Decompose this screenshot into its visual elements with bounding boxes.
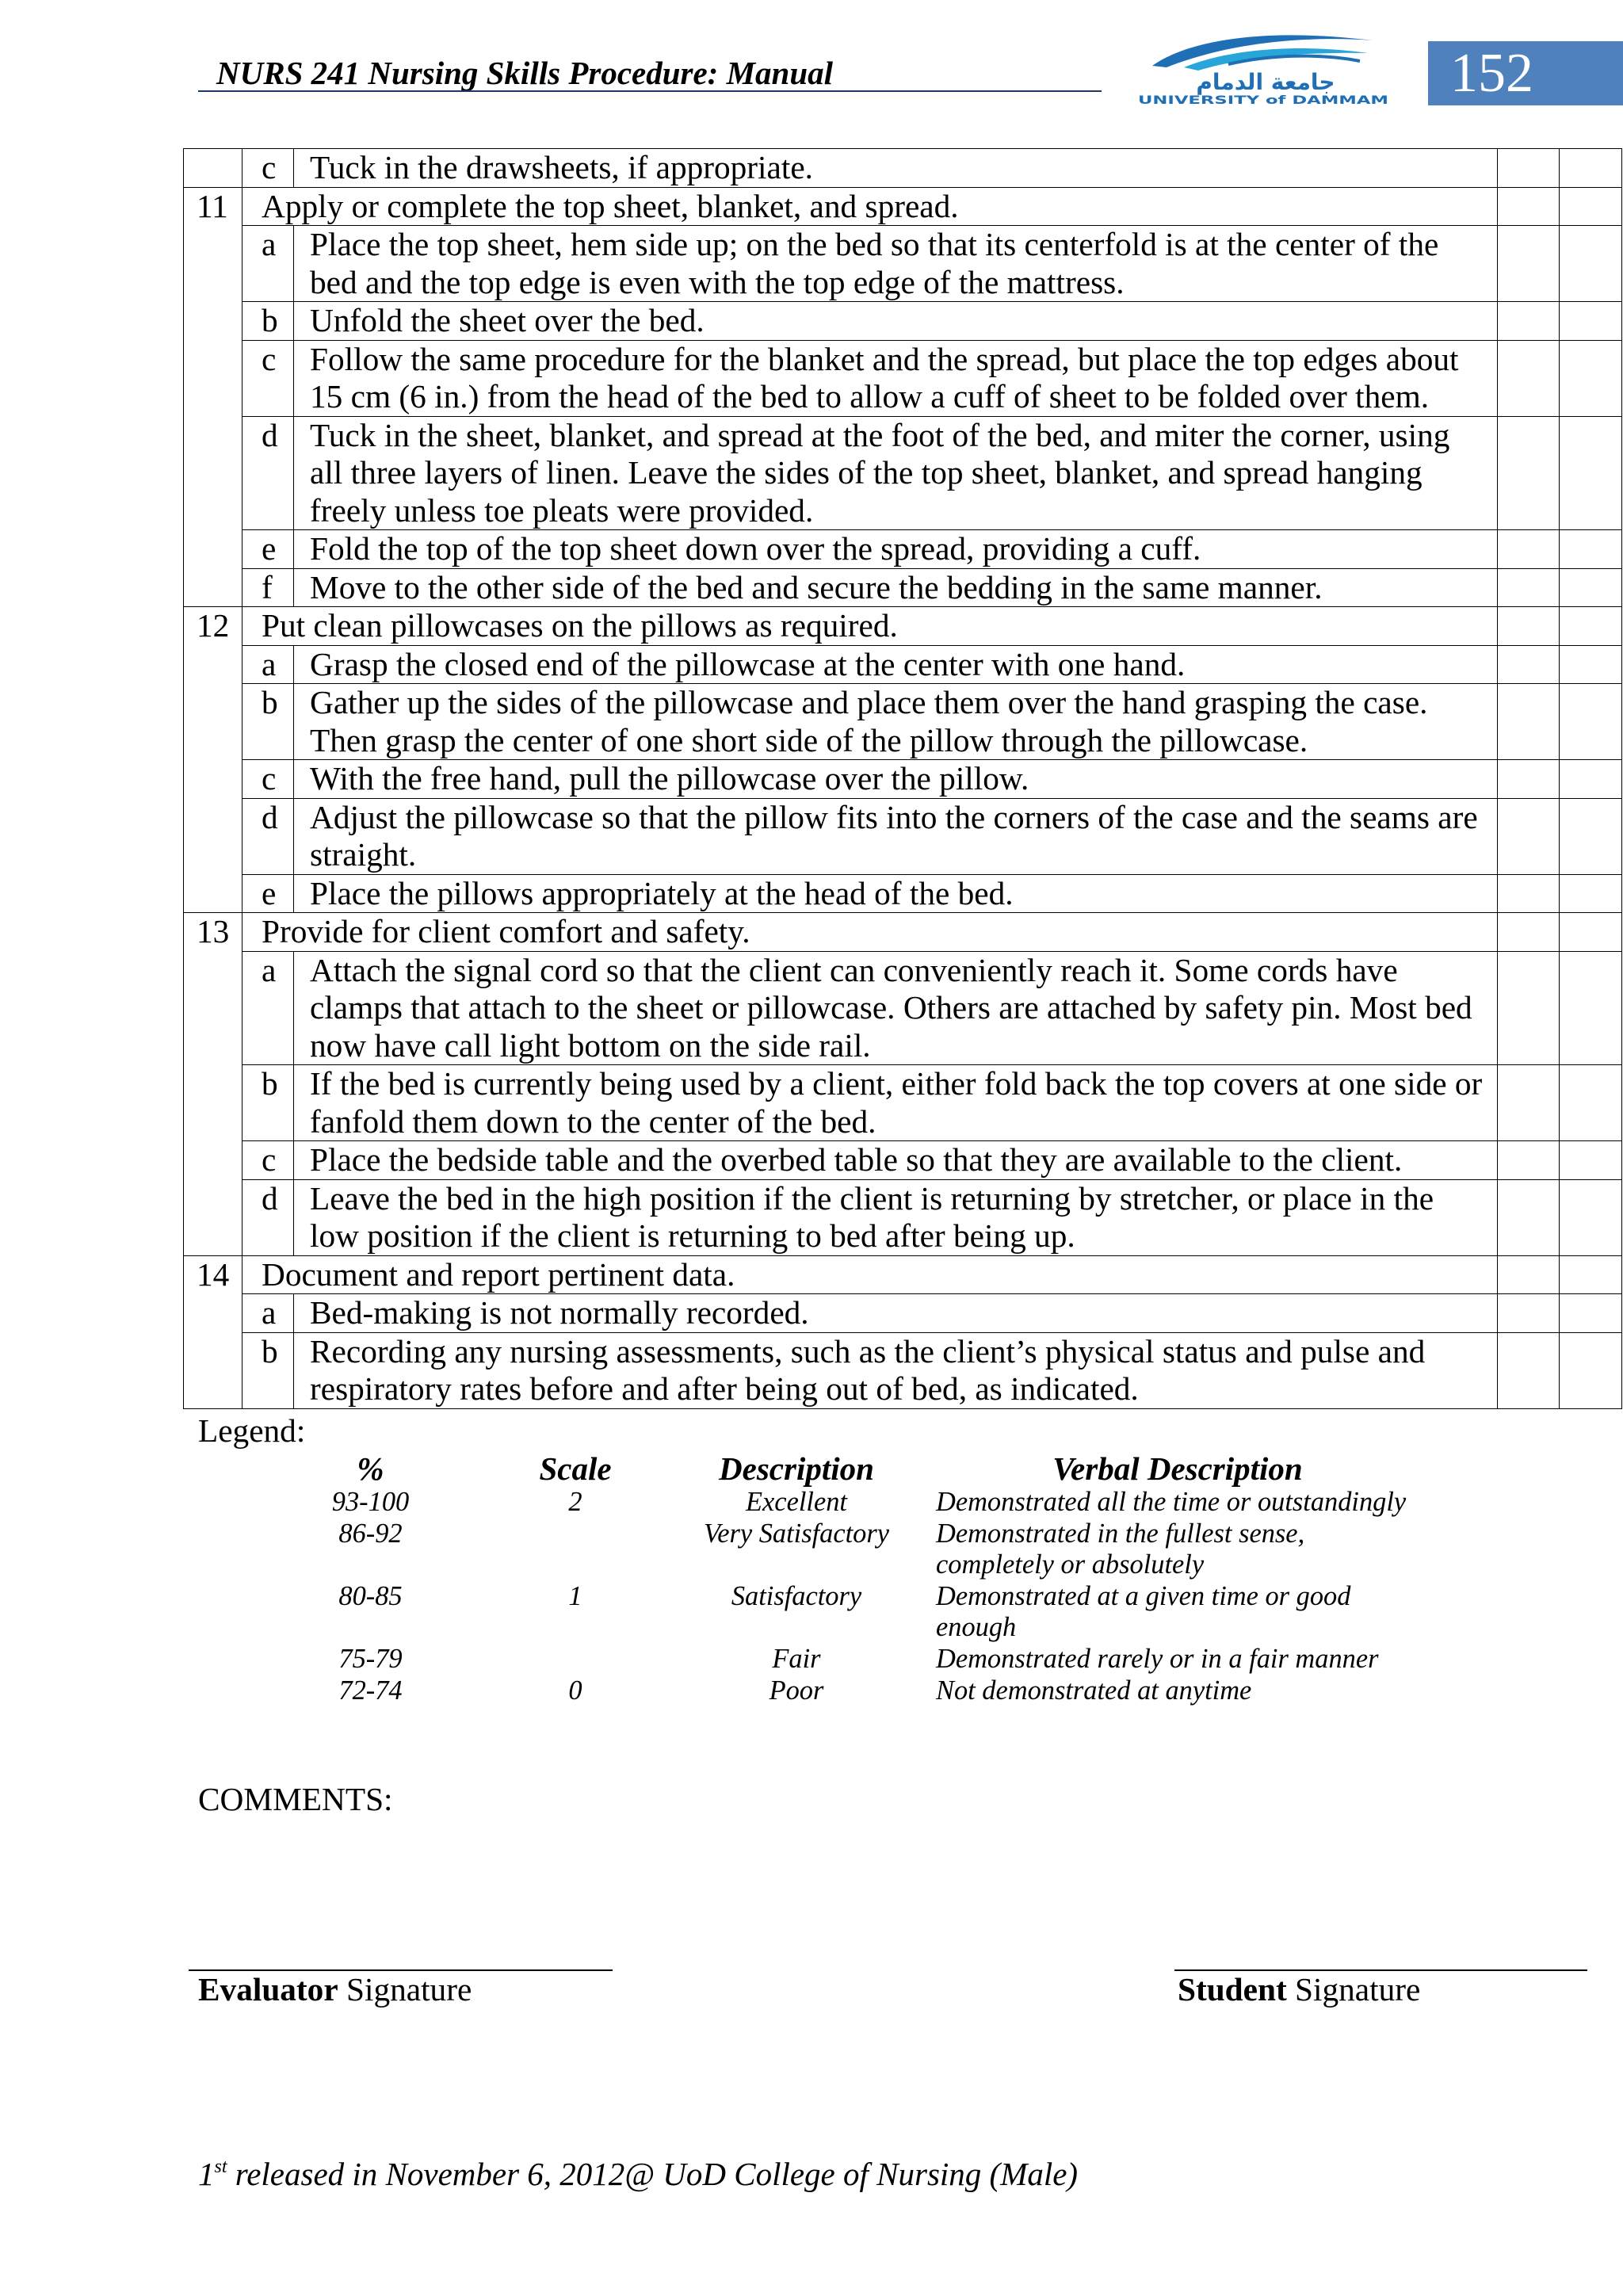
substep-row	[184, 760, 1622, 799]
check-cell	[1498, 798, 1560, 874]
step-number: 11	[184, 187, 242, 607]
check-cell	[1498, 913, 1560, 952]
substep-row	[184, 1179, 1622, 1255]
substep-text: Leave the bed in the high position if the client is returning by stretcher, or place in the low position if the client is returning to bed after being up.	[294, 1179, 1498, 1255]
legend-description: Poor	[769, 1675, 824, 1706]
column-gap	[440, 1644, 491, 1675]
step-row	[184, 187, 1622, 226]
substep-row	[184, 149, 1622, 188]
substep-row	[184, 530, 1622, 569]
check-cell	[1560, 1141, 1622, 1180]
legend-label: Legend:	[198, 1412, 306, 1449]
substep-text: Fold the top of the top sheet down over the spread, providing a cuff.	[294, 530, 1498, 569]
check-cell	[1560, 760, 1622, 799]
column-gap	[440, 1451, 491, 1487]
check-cell	[1560, 951, 1622, 1065]
substep-letter: b	[242, 684, 294, 760]
legend-header-scale: Scale	[539, 1450, 612, 1487]
substep-row	[184, 1065, 1622, 1141]
step-number: 13	[184, 913, 242, 1256]
check-cell	[1560, 568, 1622, 607]
substep-text: Place the bedside table and the overbed table so that they are available to the client.	[294, 1141, 1498, 1180]
column-gap	[440, 1581, 491, 1644]
step-title: Put clean pillowcases on the pillows as required.	[242, 607, 1498, 646]
substep-text: Place the top sheet, hem side up; on the bed so that its centerfold is at the center of the bed and the top edge is even with the top edge of the mattress.	[294, 226, 1498, 302]
check-cell	[1498, 645, 1560, 684]
check-cell	[1498, 1065, 1560, 1141]
check-cell	[1498, 568, 1560, 607]
substep-row	[184, 1332, 1622, 1408]
check-cell	[1498, 187, 1560, 226]
legend-verbal-description: Demonstrated in the fullest sense, completely or absolutely	[936, 1518, 1305, 1580]
check-cell	[1498, 416, 1560, 530]
substep-letter: c	[242, 340, 294, 416]
step-row	[184, 913, 1622, 952]
legend-description: Excellent	[746, 1487, 847, 1517]
legend-verbal-description: Demonstrated all the time or outstandingly	[936, 1487, 1407, 1517]
substep-letter: e	[242, 874, 294, 913]
substep-text: Place the pillows appropriately at the head of the bed.	[294, 874, 1498, 913]
substep-row	[184, 226, 1622, 302]
check-cell	[1498, 149, 1560, 188]
legend-row	[301, 1675, 1419, 1707]
check-cell	[1560, 1065, 1622, 1141]
column-gap	[440, 1487, 491, 1519]
legend-percent: 86-92	[338, 1518, 403, 1549]
substep-row	[184, 340, 1622, 416]
legend-description: Very Satisfactory	[704, 1518, 889, 1549]
check-cell	[1498, 951, 1560, 1065]
evaluator-signature-line	[189, 1969, 613, 2009]
legend-scale	[491, 1519, 659, 1581]
footer-ordinal-suffix: st	[214, 2156, 227, 2177]
check-cell	[1560, 684, 1622, 760]
check-cell	[1560, 226, 1622, 302]
substep-row	[184, 1294, 1622, 1333]
step-row	[184, 1255, 1622, 1294]
substep-text: With the free hand, pull the pillowcase over the pillow.	[294, 760, 1498, 799]
check-cell	[1498, 607, 1560, 646]
legend-percent: 80-85	[338, 1580, 403, 1611]
substep-letter: d	[242, 1179, 294, 1255]
check-cell	[1498, 226, 1560, 302]
legend-row	[301, 1487, 1419, 1519]
check-cell	[1498, 760, 1560, 799]
substep-row	[184, 416, 1622, 530]
page-number: 152	[1450, 43, 1533, 104]
check-cell	[1498, 874, 1560, 913]
substep-text: Unfold the sheet over the bed.	[294, 302, 1498, 341]
substep-letter: c	[242, 1141, 294, 1180]
step-number: 12	[184, 607, 242, 913]
substep-letter: a	[242, 226, 294, 302]
substep-text: Attach the signal cord so that the client can conveniently reach it. Some cords have clamps that attach to the sheet or pillowcase. Others are attached by safety pin. Most bed now have call light bottom on the side rail.	[294, 951, 1498, 1065]
footer-ordinal: 1	[198, 2155, 215, 2192]
check-cell	[1560, 149, 1622, 188]
legend-table-body	[301, 1487, 1419, 1706]
column-gap	[440, 1675, 491, 1707]
step-number: 14	[184, 1255, 242, 1408]
substep-row	[184, 1141, 1622, 1180]
legend-description: Fair	[772, 1643, 821, 1674]
legend-scale: 0	[568, 1675, 582, 1706]
evaluator-signature-label: Signature	[346, 1970, 472, 2008]
step-title: Provide for client comfort and safety.	[242, 913, 1498, 952]
step-title: Document and report pertinent data.	[242, 1255, 1498, 1294]
check-cell	[1498, 1294, 1560, 1333]
legend-header-description: Description	[719, 1450, 874, 1487]
check-cell	[1498, 1141, 1560, 1180]
comments-label: COMMENTS:	[198, 1781, 393, 1818]
substep-text: Tuck in the drawsheets, if appropriate.	[294, 149, 1498, 188]
check-cell	[1560, 645, 1622, 684]
header-rule	[198, 90, 1102, 92]
check-cell	[1560, 1294, 1622, 1333]
check-cell	[1560, 1179, 1622, 1255]
column-gap	[440, 1519, 491, 1581]
substep-letter: b	[242, 302, 294, 341]
substep-row	[184, 874, 1622, 913]
substep-letter: a	[242, 645, 294, 684]
page-number-box	[1428, 41, 1623, 105]
logo-arabic-text: جامعة الدمام	[1196, 69, 1335, 95]
university-logo	[1135, 29, 1392, 105]
legend-verbal-description: Demonstrated rarely or in a fair manner	[936, 1643, 1379, 1674]
substep-text: Tuck in the sheet, blanket, and spread at the foot of the bed, and miter the corner, using all three layers of linen. Leave the sides of the top sheet, blanket, and spread hanging freely unless toe pleats were provided.	[294, 416, 1498, 530]
substep-row	[184, 798, 1622, 874]
check-cell	[1560, 530, 1622, 569]
check-cell	[1560, 798, 1622, 874]
substep-text: Move to the other side of the bed and secure the bedding in the same manner.	[294, 568, 1498, 607]
substep-letter: d	[242, 798, 294, 874]
legend-table	[301, 1451, 1419, 1706]
substep-letter: c	[242, 149, 294, 188]
evaluator-label: Evaluator	[198, 1970, 338, 2008]
legend-verbal-description: Demonstrated at a given time or good enough	[936, 1580, 1351, 1643]
substep-row	[184, 645, 1622, 684]
signature-area	[0, 1969, 1623, 2009]
substep-text: Follow the same procedure for the blanket and the spread, but place the top edges about 15 cm (6 in.) from the head of the bed to allow a cuff of sheet to be folded over them.	[294, 340, 1498, 416]
substep-letter: f	[242, 568, 294, 607]
logo-english-text: UNIVERSITY of DAMMAM	[1138, 94, 1388, 105]
document-body	[0, 148, 1623, 2193]
step-number	[184, 149, 242, 188]
substep-letter: a	[242, 1294, 294, 1333]
check-cell	[1560, 302, 1622, 341]
check-cell	[1498, 530, 1560, 569]
legend-row	[301, 1519, 1419, 1581]
check-cell	[1498, 1332, 1560, 1408]
substep-row	[184, 302, 1622, 341]
legend-scale	[491, 1644, 659, 1675]
check-cell	[1560, 1332, 1622, 1408]
check-cell	[1560, 187, 1622, 226]
legend-scale: 2	[568, 1487, 582, 1517]
legend-percent: 93-100	[331, 1487, 410, 1517]
legend-header-row	[301, 1451, 1419, 1487]
check-cell	[1560, 874, 1622, 913]
legend-header-percent: %	[357, 1450, 384, 1487]
substep-row	[184, 951, 1622, 1065]
student-label: Student	[1178, 1970, 1287, 2008]
substep-text: Grasp the closed end of the pillowcase at the center with one hand.	[294, 645, 1498, 684]
substep-letter: e	[242, 530, 294, 569]
student-signature-label: Signature	[1295, 1970, 1421, 2008]
substep-text: Gather up the sides of the pillowcase and place them over the hand grasping the case. Then grasp the center of one short side of the pillow through the pillowcase.	[294, 684, 1498, 760]
substep-letter: a	[242, 951, 294, 1065]
check-cell	[1498, 684, 1560, 760]
legend-verbal-description: Not demonstrated at anytime	[936, 1675, 1252, 1706]
substep-row	[184, 568, 1622, 607]
legend-header-verbal-description: Verbal Description	[1052, 1450, 1303, 1487]
check-cell	[1560, 913, 1622, 952]
substep-text: Recording any nursing assessments, such as the client’s physical status and pulse and respiratory rates before and after being out of bed, as indicated.	[294, 1332, 1498, 1408]
step-title: Apply or complete the top sheet, blanket, and spread.	[242, 187, 1498, 226]
substep-text: If the bed is currently being used by a client, either fold back the top covers at one side or fanfold them down to the center of the bed.	[294, 1065, 1498, 1141]
legend-scale: 1	[568, 1580, 582, 1611]
procedure-checklist-table	[183, 148, 1622, 1409]
substep-text: Bed-making is not normally recorded.	[294, 1294, 1498, 1333]
check-cell	[1498, 302, 1560, 341]
legend-percent: 75-79	[338, 1643, 403, 1674]
procedure-table-body	[184, 149, 1622, 1409]
student-signature-line	[1174, 1969, 1587, 2009]
substep-letter: d	[242, 416, 294, 530]
legend-row	[301, 1644, 1419, 1675]
document-title: NURS 241 Nursing Skills Procedure: Manual	[216, 55, 834, 91]
substep-letter: b	[242, 1065, 294, 1141]
check-cell	[1560, 340, 1622, 416]
step-row	[184, 607, 1622, 646]
substep-text: Adjust the pillowcase so that the pillow fits into the corners of the case and the seams are straight.	[294, 798, 1498, 874]
legend-description: Satisfactory	[731, 1580, 862, 1611]
legend-row	[301, 1581, 1419, 1644]
footer-release-note	[198, 2155, 1623, 2193]
check-cell	[1560, 1255, 1622, 1294]
substep-letter: b	[242, 1332, 294, 1408]
footer-text: released in November 6, 2012@ UoD College of Nursing (Male)	[227, 2155, 1079, 2192]
legend-percent: 72-74	[338, 1675, 403, 1706]
check-cell	[1560, 416, 1622, 530]
substep-row	[184, 684, 1622, 760]
check-cell	[1498, 1255, 1560, 1294]
check-cell	[1498, 340, 1560, 416]
check-cell	[1498, 1179, 1560, 1255]
check-cell	[1560, 607, 1622, 646]
substep-letter: c	[242, 760, 294, 799]
